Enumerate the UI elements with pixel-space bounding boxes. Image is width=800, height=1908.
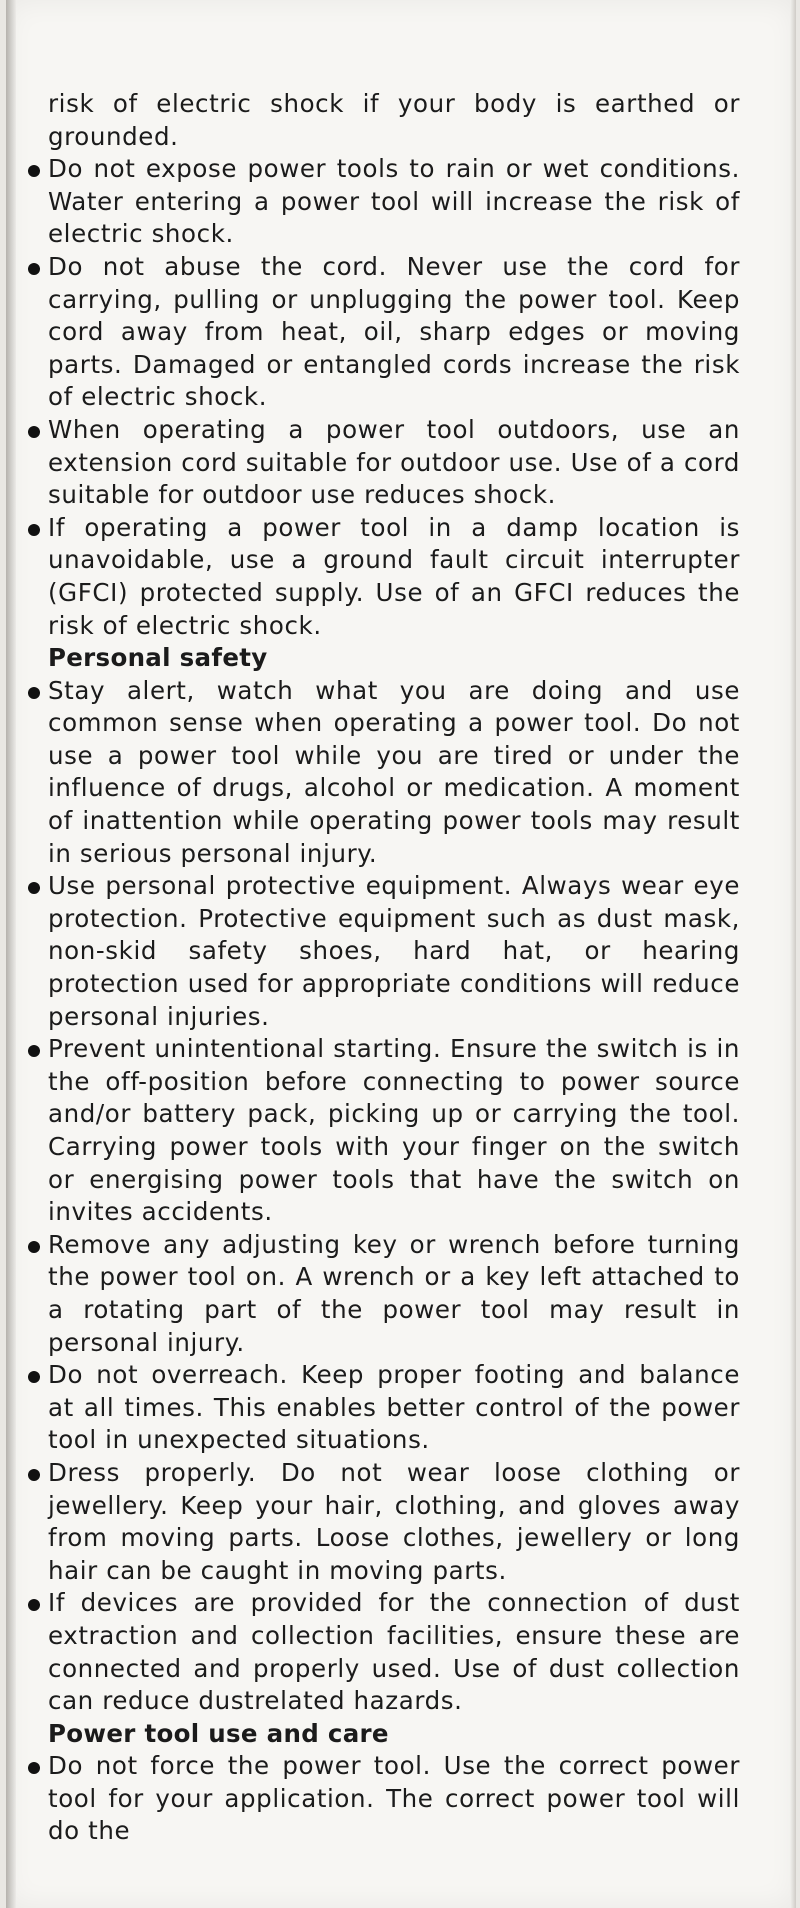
bullet-item-unintentional-starting: Prevent unintentional starting. Ensure the switch is in the off-position before connecting to power source and/or battery pack, picking up or carrying the tool. Carrying power tools with your finger on the switch or energising power tools that have the switch on invites accidents.: [28, 1033, 740, 1229]
bullet-item-rain: Do not expose power tools to rain or wet conditions. Water entering a power tool will increase the risk of electric shock.: [28, 153, 740, 251]
bullet-item-remove-key: Remove any adjusting key or wrench before turning the power tool on. A wrench or a key left attached to a rotating part of the power tool may result in personal injury.: [28, 1229, 740, 1359]
bullet-item-protective-equipment: Use personal protective equipment. Always wear eye protection. Protective equipment such as dust mask, non-skid safety shoes, hard hat, or hearing protection used for appropriate conditions will reduce personal injuries.: [28, 870, 740, 1033]
bullet-item-cord: Do not abuse the cord. Never use the cord for carrying, pulling or unplugging the power tool. Keep cord away from heat, oil, sharp edges or moving parts. Damaged or entangled cords increase the risk of electric shock.: [28, 251, 740, 414]
section-heading-tool-use-care: Power tool use and care: [48, 1718, 389, 1748]
bullet-item-do-not-force: Do not force the power tool. Use the correct power tool for your application. The correct power tool will do the: [28, 1750, 740, 1848]
bullet-item-overreach: Do not overreach. Keep proper footing and balance at all times. This enables better control of the power tool in unexpected situations.: [28, 1359, 740, 1457]
paragraph-continuation: risk of electric shock if your body is earthed or grounded.: [48, 89, 740, 151]
bullet-item-stay-alert: Stay alert, watch what you are doing and use common sense when operating a power tool. Do not use a power tool while you are tired or under the influence of drugs, alcohol or medication. A moment of inattention while operating power tools may result in serious personal injury.: [28, 675, 740, 871]
manual-page: [6, 0, 796, 1908]
bullet-item-dust-extraction: If devices are provided for the connection of dust extraction and collection facilities, ensure these are connected and properly used. Use of dust collection can reduce dustrelated hazards.: [28, 1587, 740, 1717]
manual-text-body: [28, 88, 740, 1848]
bullet-item-dress-properly: Dress properly. Do not wear loose clothing or jewellery. Keep your hair, clothing, and gloves away from moving parts. Loose clothes, jewellery or long hair can be caught in moving parts.: [28, 1457, 740, 1587]
bullet-item-outdoors: When operating a power tool outdoors, use an extension cord suitable for outdoor use. Use of a cord suitable for outdoor use reduces shock.: [28, 414, 740, 512]
bullet-item-gfci: If operating a power tool in a damp location is unavoidable, use a ground fault circuit interrupter (GFCI) protected supply. Use of an GFCI reduces the risk of electric shock.: [28, 512, 740, 642]
page-edge-left: [6, 0, 16, 1908]
page-edge-right: [790, 0, 796, 1908]
section-heading-personal-safety: Personal safety: [48, 643, 268, 673]
